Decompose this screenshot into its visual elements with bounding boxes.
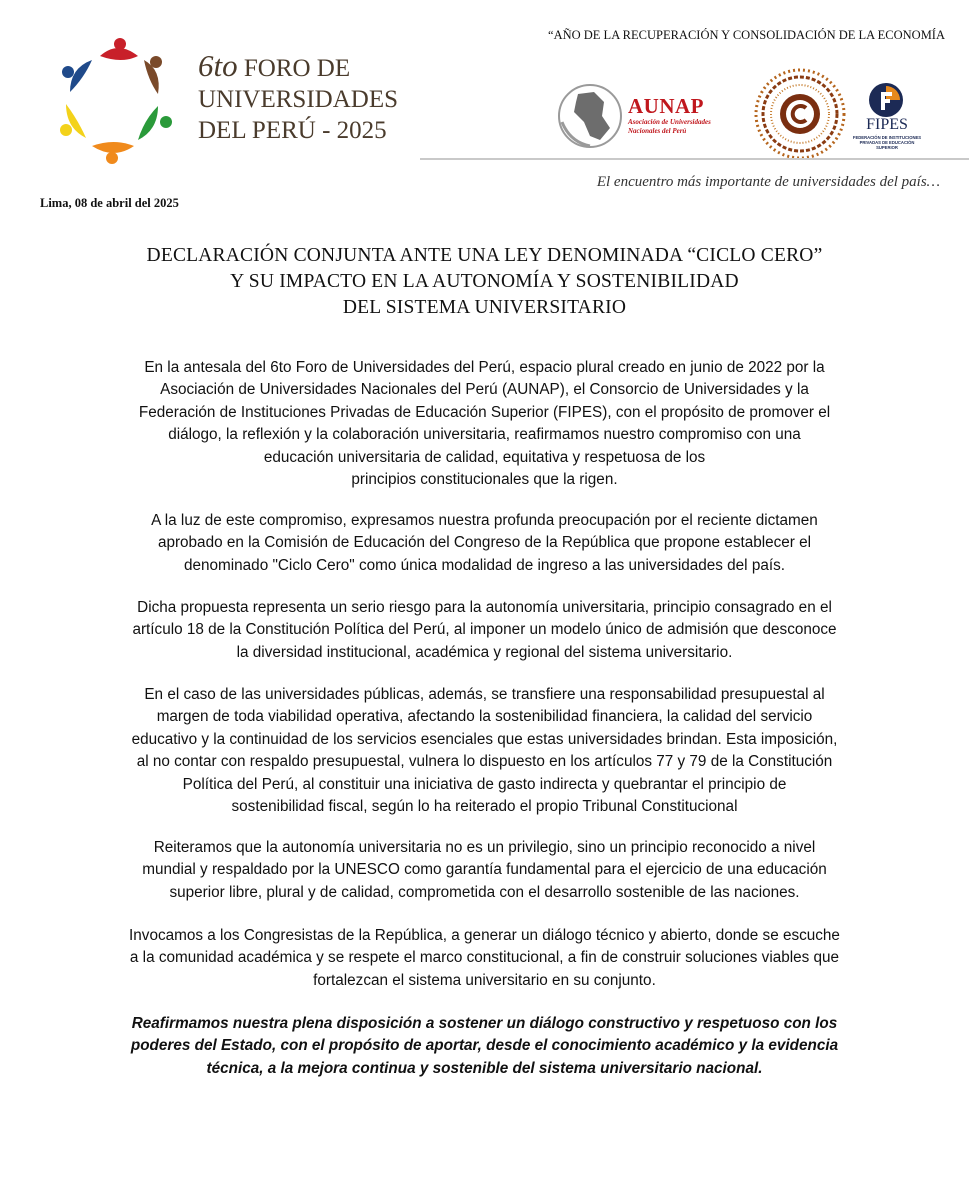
paragraph-line: aprobado en la Comisión de Educación del Congreso de la República que propone establecer el xyxy=(157,534,812,552)
paragraph-call-to-congress xyxy=(60,925,909,992)
paragraph-line: al no contar con respaldo presupuestal, vulnera lo dispuesto en los artículos 77 y 79 de la Constitución xyxy=(136,753,833,771)
paragraph-line: mundial y respaldado por la UNESCO como garantía fundamental para el ejercicio de una educación xyxy=(142,861,827,879)
paragraph-line: educativo y la continuidad de los servicios esenciales que estas universidades brindan. Esta imposición, xyxy=(131,730,838,748)
paragraph-line: Política del Perú, al constituir una iniciativa de gasto indirecta y quebrantar el principio de xyxy=(182,775,787,793)
closing-line: poderes del Estado, con el propósito de aportar, desde el conocimiento académico y la evidencia xyxy=(130,1037,839,1055)
paragraph-line: diálogo, la reflexión y la colaboración universitaria, reafirmamos nuestro compromiso con una xyxy=(168,426,801,444)
aunap-subtitle xyxy=(628,118,768,136)
document-date: Lima, 08 de abril del 2025 xyxy=(40,196,179,210)
foro-logo-icon xyxy=(52,34,182,169)
foro-title-number: 6to xyxy=(198,48,238,83)
declaration-title xyxy=(60,243,909,321)
paragraph-line: En la antesala del 6to Foro de Universidades del Perú, espacio plural creado en junio de 2022 por la xyxy=(144,359,825,376)
foro-title-line1: FORO DE xyxy=(243,55,351,82)
fipes-logo-icon xyxy=(868,82,904,118)
closing-line: técnica, a la mejora continua y sostenible del sistema universitario nacional. xyxy=(206,1059,763,1077)
paragraph-line: Dicha propuesta representa un serio riesgo para la autonomía universitaria, principio consagrado en el xyxy=(137,599,832,616)
paragraph-autonomy-risk xyxy=(60,597,909,664)
paragraph-line: En el caso de las universidades públicas, además, se transfiere una responsabilidad presupuestal al xyxy=(144,686,825,703)
title-line: Y SU IMPACTO EN LA AUTONOMÍA Y SOSTENIBILIDAD xyxy=(230,271,739,292)
paragraph-line: a la comunidad académica y se respete el marco constitucional, a fin de construir soluciones viables que xyxy=(129,949,840,967)
closing-line: Reafirmamos nuestra plena disposición a sostener un diálogo constructivo y respetuoso con los xyxy=(131,1015,838,1032)
paragraph-line: la diversidad institucional, académica y regional del sistema universitario. xyxy=(236,643,733,661)
paragraph-line: A la luz de este compromiso, expresamos nuestra profunda preocupación por el reciente dictamen xyxy=(151,512,818,529)
paragraph-concern xyxy=(60,510,909,577)
foro-title xyxy=(198,50,428,146)
paragraph-intro xyxy=(60,357,909,491)
paragraph-unesco xyxy=(60,837,909,904)
paragraph-line: Invocamos a los Congresistas de la República, a generar un diálogo técnico y abierto, donde se escuche xyxy=(129,927,840,944)
paragraph-line: Federación de Instituciones Privadas de Educación Superior (FIPES), con el propósito de promover el xyxy=(138,403,831,421)
paragraph-line: educación universitaria de calidad, equitativa y respetuosa de los xyxy=(263,448,706,466)
consorcio-logo-icon xyxy=(754,68,846,160)
title-line: DECLARACIÓN CONJUNTA ANTE UNA LEY DENOMINADA “CICLO CERO” xyxy=(146,245,823,266)
paragraph-line: margen de toda viabilidad operativa, afectando la sostenibilidad financiera, la calidad del servicio xyxy=(156,708,813,726)
paragraph-line: artículo 18 de la Constitución Política del Perú, al imponer un modelo único de admisión que desconoce xyxy=(132,621,837,639)
foro-title-line2: UNIVERSIDADES xyxy=(198,86,398,113)
aunap-name: AUNAP xyxy=(628,94,704,118)
paragraph-line: sostenibilidad fiscal, según lo ha reiterado el propio Tribunal Constitucional xyxy=(231,798,738,816)
aunap-subtitle-line2: Nacionales del Perú xyxy=(628,127,687,135)
foro-title-line3: DEL PERÚ - 2025 xyxy=(198,117,387,144)
fipes-subtitle-line1: FEDERACIÓN DE INSTITUCIONES xyxy=(852,135,922,140)
paragraph-line: fortalezcan el sistema universitario en su conjunto. xyxy=(313,971,656,989)
peru-map-icon xyxy=(556,82,624,150)
paragraph-public-universities xyxy=(60,684,909,818)
fipes-subtitle-line2: PRIVADAS DE EDUCACIÓN SUPERIOR xyxy=(859,140,915,150)
tagline: El encuentro más importante de universidades del país… xyxy=(596,174,940,190)
paragraph-line: principios constitucionales que la rigen. xyxy=(351,471,618,489)
paragraph-line: superior libre, plural y de calidad, comprometida con el desarrollo sostenible de las naciones. xyxy=(169,883,800,901)
fipes-name: FIPES xyxy=(866,116,908,133)
aunap-subtitle-line1: Asociación de Universidades xyxy=(628,118,711,126)
fipes-subtitle xyxy=(852,135,922,150)
year-motto: “AÑO DE LA RECUPERACIÓN Y CONSOLIDACIÓN DE LA ECONOMÍA xyxy=(548,28,945,42)
paragraph-line: Asociación de Universidades Nacionales del Perú (AUNAP), el Consorcio de Universidades y la xyxy=(160,381,809,399)
title-line: DEL SISTEMA UNIVERSITARIO xyxy=(342,297,627,318)
paragraph-line: denominado "Ciclo Cero" como única modalidad de ingreso a las universidades del país. xyxy=(184,556,785,574)
header-divider xyxy=(420,158,969,160)
paragraph-line: Reiteramos que la autonomía universitaria no es un privilegio, sino un principio reconocido a nivel xyxy=(153,839,816,856)
closing-statement xyxy=(60,1013,909,1080)
